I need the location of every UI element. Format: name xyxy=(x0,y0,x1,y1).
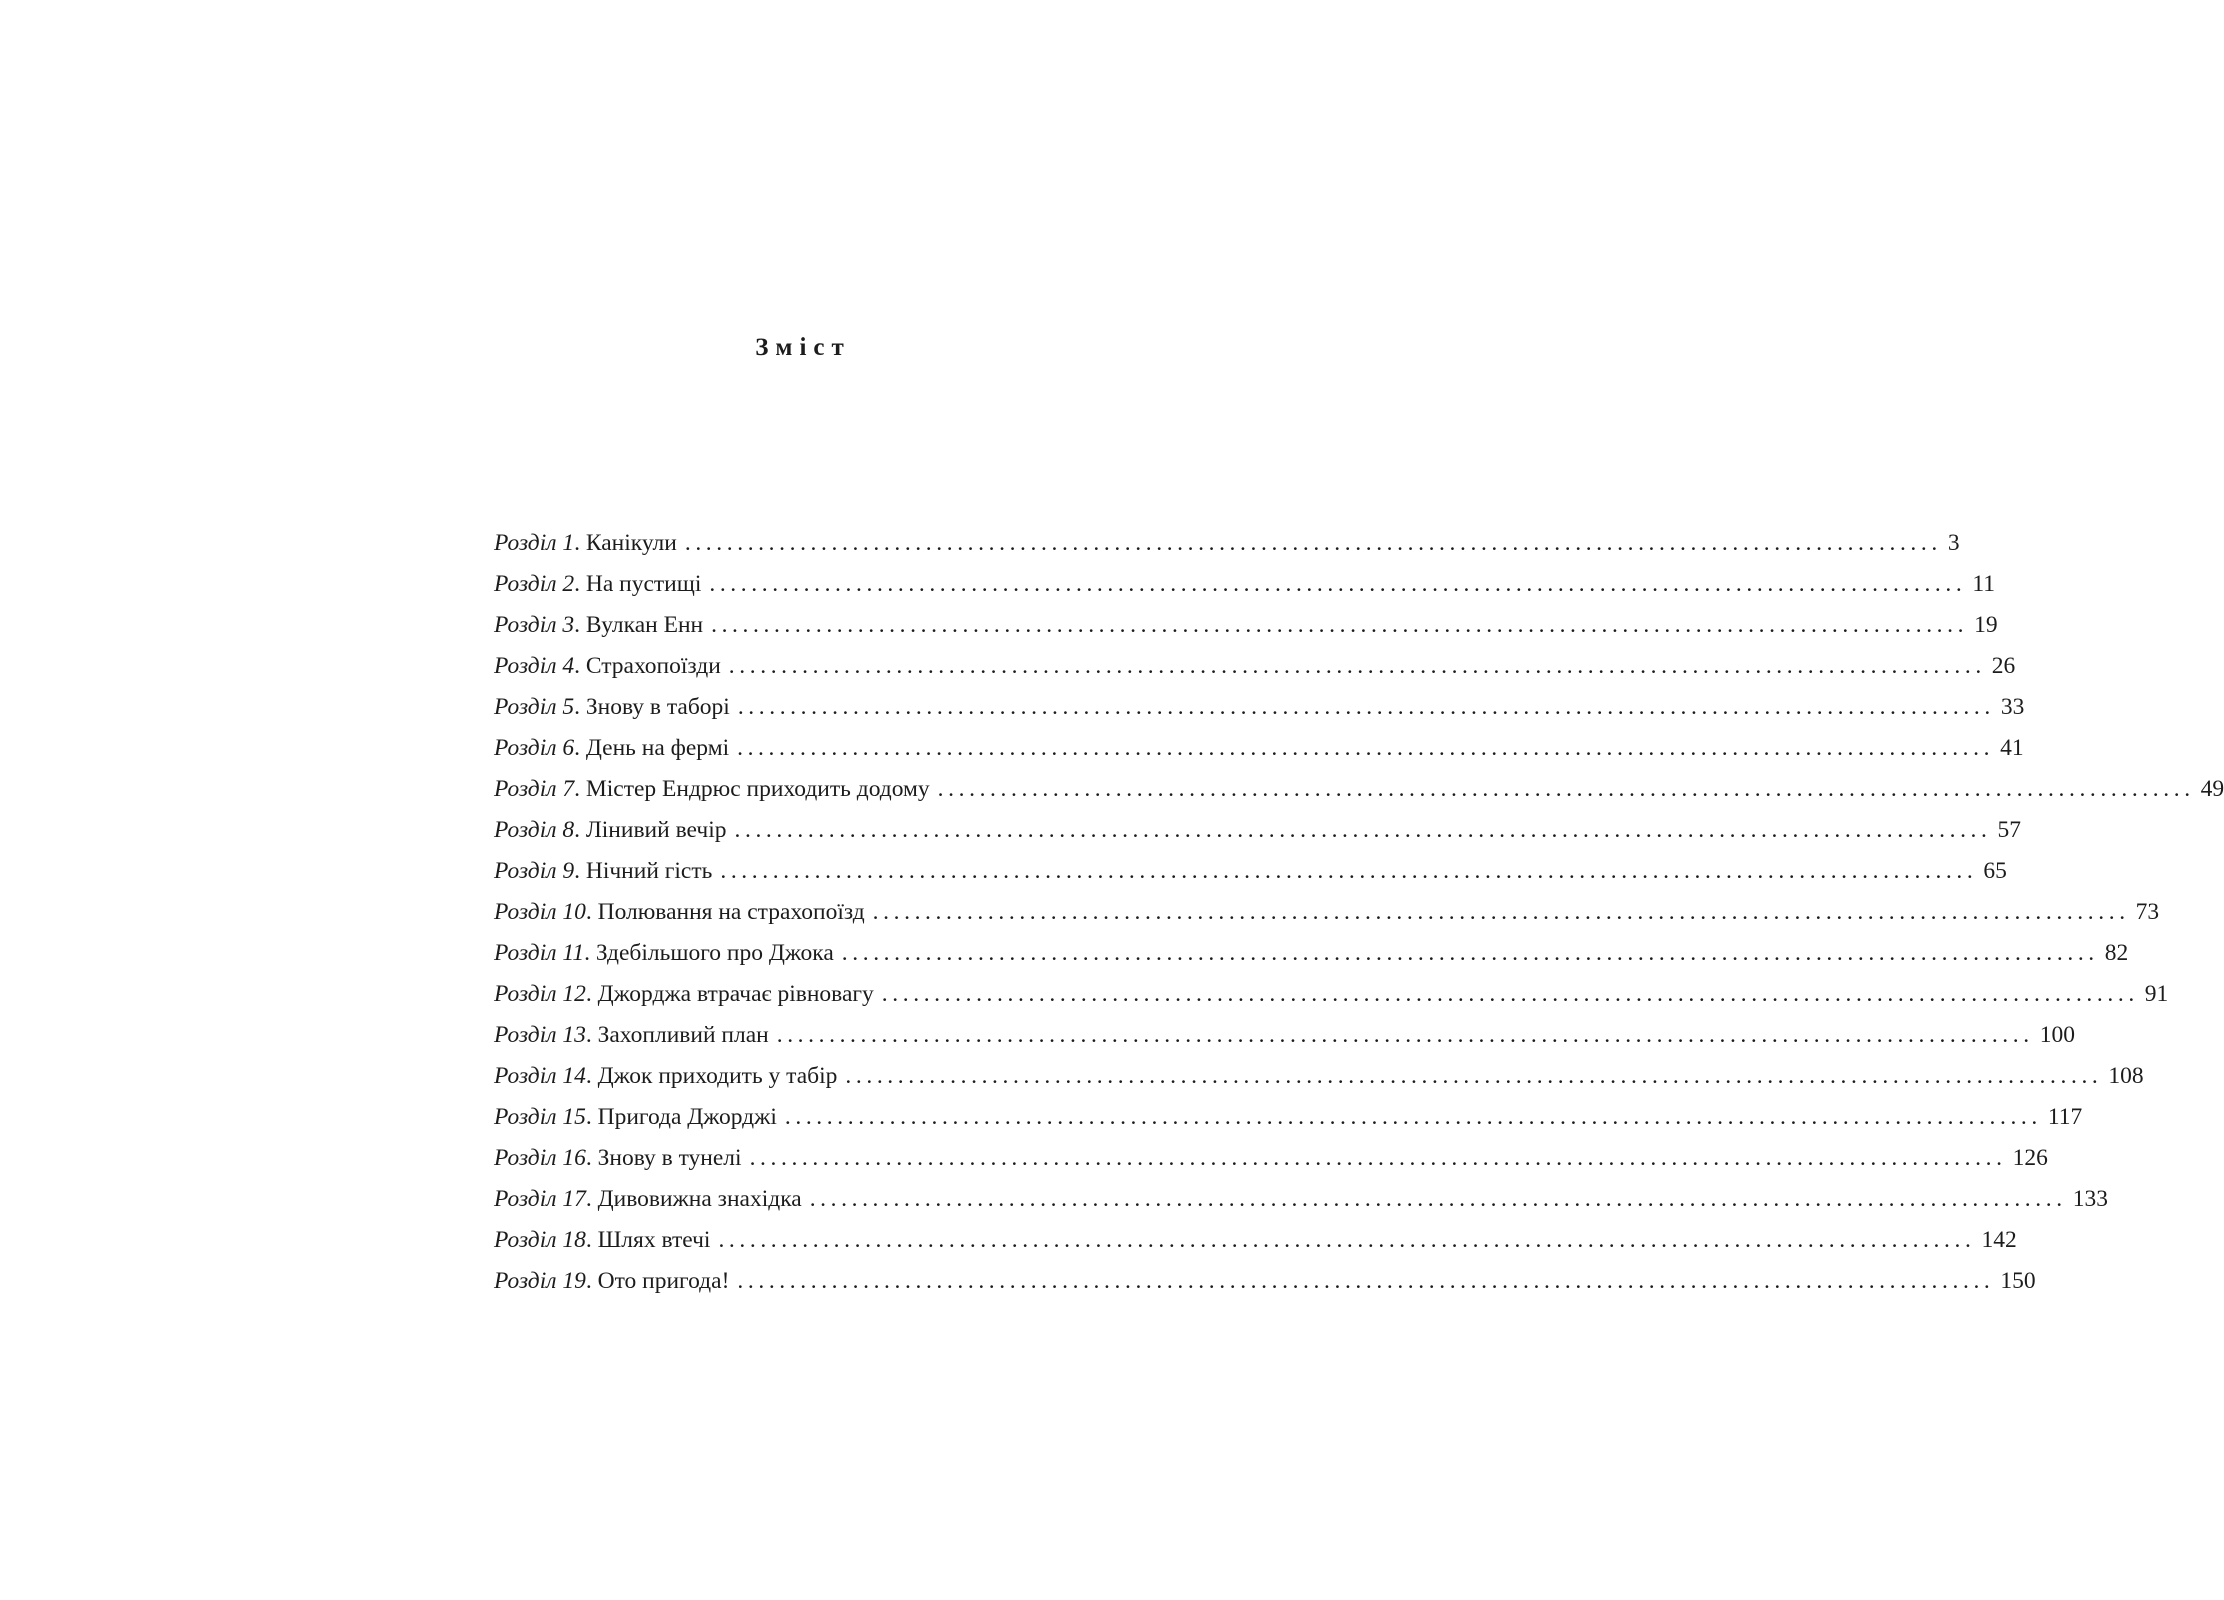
toc-chapter-name: Шлях втечі xyxy=(597,1227,711,1253)
toc-leader-dots: ........................................................................................................................ xyxy=(784,1104,2042,1130)
toc-entry-label: Розділ 1. Канікули xyxy=(494,530,677,556)
toc-entry-label: Розділ 15. Пригода Джорджі xyxy=(494,1104,777,1130)
toc-chapter-name: Страхопоїзди xyxy=(585,653,721,679)
toc-leader-dots: ........................................................................................................................ xyxy=(872,899,2130,925)
toc-page-number: 65 xyxy=(1983,858,2007,884)
toc-page-number: 133 xyxy=(2072,1186,2108,1212)
toc-chapter-name: Захопливий план xyxy=(597,1022,769,1048)
toc-entry[interactable] xyxy=(494,1266,2036,1307)
toc-chapter-number: Розділ 19 xyxy=(494,1268,586,1294)
toc-leader-dots: ........................................................................................................................ xyxy=(737,735,1995,761)
toc-entry[interactable] xyxy=(494,528,1960,569)
toc-page-number: 142 xyxy=(1981,1227,2017,1253)
toc-chapter-name: Ото пригода! xyxy=(597,1268,730,1294)
toc-leader-dots: ........................................................................................................................ xyxy=(937,776,2195,802)
toc-chapter-number: Розділ 18 xyxy=(494,1227,586,1253)
toc-leader-dots: ........................................................................................................................ xyxy=(709,571,1967,597)
toc-chapter-number: Розділ 6 xyxy=(494,735,575,761)
toc-entry-label: Розділ 3. Вулкан Енн xyxy=(494,612,704,638)
toc-chapter-name: Полювання на страхопоїзд xyxy=(597,899,865,925)
toc-page-number: 82 xyxy=(2104,940,2129,966)
toc-entry[interactable] xyxy=(494,1102,2083,1143)
toc-chapter-number: Розділ 11 xyxy=(494,940,585,966)
toc-entry[interactable] xyxy=(494,1143,2048,1184)
toc-chapter-name: Дивовижна знахідка xyxy=(597,1186,802,1212)
toc-chapter-number: Розділ 10 xyxy=(494,899,586,925)
table-of-contents xyxy=(494,528,2224,1307)
toc-page-number: 11 xyxy=(1972,571,1995,597)
toc-chapter-number: Розділ 9 xyxy=(494,858,575,884)
toc-entry-label: Розділ 17. Дивовижна знахідка xyxy=(494,1186,802,1212)
toc-leader-dots: ........................................................................................................................ xyxy=(841,940,2099,966)
toc-entry[interactable] xyxy=(494,815,2021,856)
toc-page-number: 57 xyxy=(1997,817,2021,843)
toc-leader-dots: ........................................................................................................................ xyxy=(734,817,1992,843)
toc-entry[interactable] xyxy=(494,1225,2017,1266)
toc-entry[interactable] xyxy=(494,610,1998,651)
toc-page-number: 49 xyxy=(2200,776,2224,802)
toc-chapter-name: Лінивий вечір xyxy=(585,817,727,843)
toc-entry-label: Розділ 13. Захопливий план xyxy=(494,1022,769,1048)
toc-entry[interactable] xyxy=(494,938,2129,979)
toc-chapter-number: Розділ 1 xyxy=(494,530,575,556)
toc-chapter-number: Розділ 15 xyxy=(494,1104,586,1130)
toc-entry[interactable] xyxy=(494,1184,2108,1225)
toc-chapter-number: Розділ 3 xyxy=(494,612,575,638)
toc-leader-dots: ........................................................................................................................ xyxy=(737,1268,1995,1294)
toc-chapter-name: Канікули xyxy=(585,530,677,556)
toc-entry-label: Розділ 9. Нічний гість xyxy=(494,858,713,884)
toc-chapter-number: Розділ 7 xyxy=(494,776,575,802)
toc-page-number: 73 xyxy=(2135,899,2160,925)
toc-chapter-name: Знову в таборі xyxy=(585,694,730,720)
toc-entry[interactable] xyxy=(494,651,2016,692)
toc-entry-label: Розділ 5. Знову в таборі xyxy=(494,694,730,720)
toc-leader-dots: ........................................................................................................................ xyxy=(684,530,1942,556)
toc-page-number: 126 xyxy=(2012,1145,2048,1171)
toc-chapter-number: Розділ 2 xyxy=(494,571,575,597)
toc-entry[interactable] xyxy=(494,1020,2075,1061)
toc-leader-dots: ........................................................................................................................ xyxy=(728,653,1986,679)
toc-entry-label: Розділ 14. Джок приходить у табір xyxy=(494,1063,838,1089)
toc-chapter-name: Здебільшого про Джока xyxy=(595,940,834,966)
toc-entry-label: Розділ 8. Лінивий вечір xyxy=(494,817,727,843)
toc-entry-label: Розділ 6. День на фермі xyxy=(494,735,730,761)
toc-chapter-number: Розділ 8 xyxy=(494,817,575,843)
toc-page-number: 33 xyxy=(2000,694,2025,720)
toc-chapter-name: Містер Ендрюс приходить додому xyxy=(585,776,930,802)
toc-chapter-number: Розділ 14 xyxy=(494,1063,586,1089)
toc-page-number: 150 xyxy=(2000,1268,2036,1294)
toc-chapter-name: Джорджа втрачає рівновагу xyxy=(597,981,874,1007)
toc-entry-label: Розділ 4. Страхопоїзди xyxy=(494,653,721,679)
toc-chapter-number: Розділ 16 xyxy=(494,1145,586,1171)
toc-entry-label: Розділ 10. Полювання на страхопоїзд xyxy=(494,899,865,925)
toc-page-number: 26 xyxy=(1991,653,2016,679)
toc-entry-label: Розділ 11. Здебільшого про Джока xyxy=(494,940,834,966)
toc-entry-label: Розділ 7. Містер Ендрюс приходить додому xyxy=(494,776,930,802)
toc-entry[interactable] xyxy=(494,979,2169,1020)
toc-leader-dots: ........................................................................................................................ xyxy=(737,694,1995,720)
toc-leader-dots: ........................................................................................................................ xyxy=(718,1227,1976,1253)
toc-chapter-name: Нічний гість xyxy=(585,858,713,884)
toc-entry[interactable] xyxy=(494,774,2224,815)
toc-page-number: 19 xyxy=(1974,612,1998,638)
toc-chapter-number: Розділ 13 xyxy=(494,1022,586,1048)
toc-entry[interactable] xyxy=(494,692,2025,733)
toc-page-number: 117 xyxy=(2047,1104,2083,1130)
toc-chapter-name: День на фермі xyxy=(585,735,730,761)
toc-entry[interactable] xyxy=(494,1061,2144,1102)
toc-entry-label: Розділ 19. Ото пригода! xyxy=(494,1268,730,1294)
toc-chapter-name: Вулкан Енн xyxy=(585,612,704,638)
toc-entry-label: Розділ 2. На пустищі xyxy=(494,571,702,597)
toc-entry[interactable] xyxy=(494,856,2007,897)
toc-entry[interactable] xyxy=(494,569,1995,610)
toc-entry[interactable] xyxy=(494,897,2160,938)
toc-leader-dots: ........................................................................................................................ xyxy=(809,1186,2067,1212)
toc-chapter-number: Розділ 5 xyxy=(494,694,575,720)
toc-leader-dots: ........................................................................................................................ xyxy=(776,1022,2034,1048)
toc-chapter-name: Пригода Джорджі xyxy=(597,1104,777,1130)
toc-chapter-number: Розділ 17 xyxy=(494,1186,586,1212)
toc-leader-dots: ........................................................................................................................ xyxy=(720,858,1978,884)
toc-page-number: 108 xyxy=(2108,1063,2144,1089)
toc-leader-dots: ........................................................................................................................ xyxy=(749,1145,2007,1171)
toc-page-number: 100 xyxy=(2039,1022,2075,1048)
toc-entry-label: Розділ 16. Знову в тунелі xyxy=(494,1145,742,1171)
toc-chapter-name: На пустищі xyxy=(585,571,702,597)
toc-page-number: 91 xyxy=(2144,981,2169,1007)
toc-chapter-number: Розділ 4 xyxy=(494,653,575,679)
toc-chapter-name: Джок приходить у табір xyxy=(597,1063,838,1089)
toc-entry[interactable] xyxy=(494,733,2024,774)
toc-chapter-number: Розділ 12 xyxy=(494,981,586,1007)
toc-page-number: 41 xyxy=(2000,735,2024,761)
toc-page-number: 3 xyxy=(1947,530,1960,556)
toc-leader-dots: ........................................................................................................................ xyxy=(711,612,1969,638)
toc-leader-dots: ........................................................................................................................ xyxy=(845,1063,2103,1089)
page-title: Зміст xyxy=(755,334,851,361)
toc-chapter-name: Знову в тунелі xyxy=(597,1145,742,1171)
toc-entry-label: Розділ 12. Джорджа втрачає рівновагу xyxy=(494,981,874,1007)
toc-leader-dots: ........................................................................................................................ xyxy=(881,981,2139,1007)
toc-entry-label: Розділ 18. Шлях втечі xyxy=(494,1227,711,1253)
